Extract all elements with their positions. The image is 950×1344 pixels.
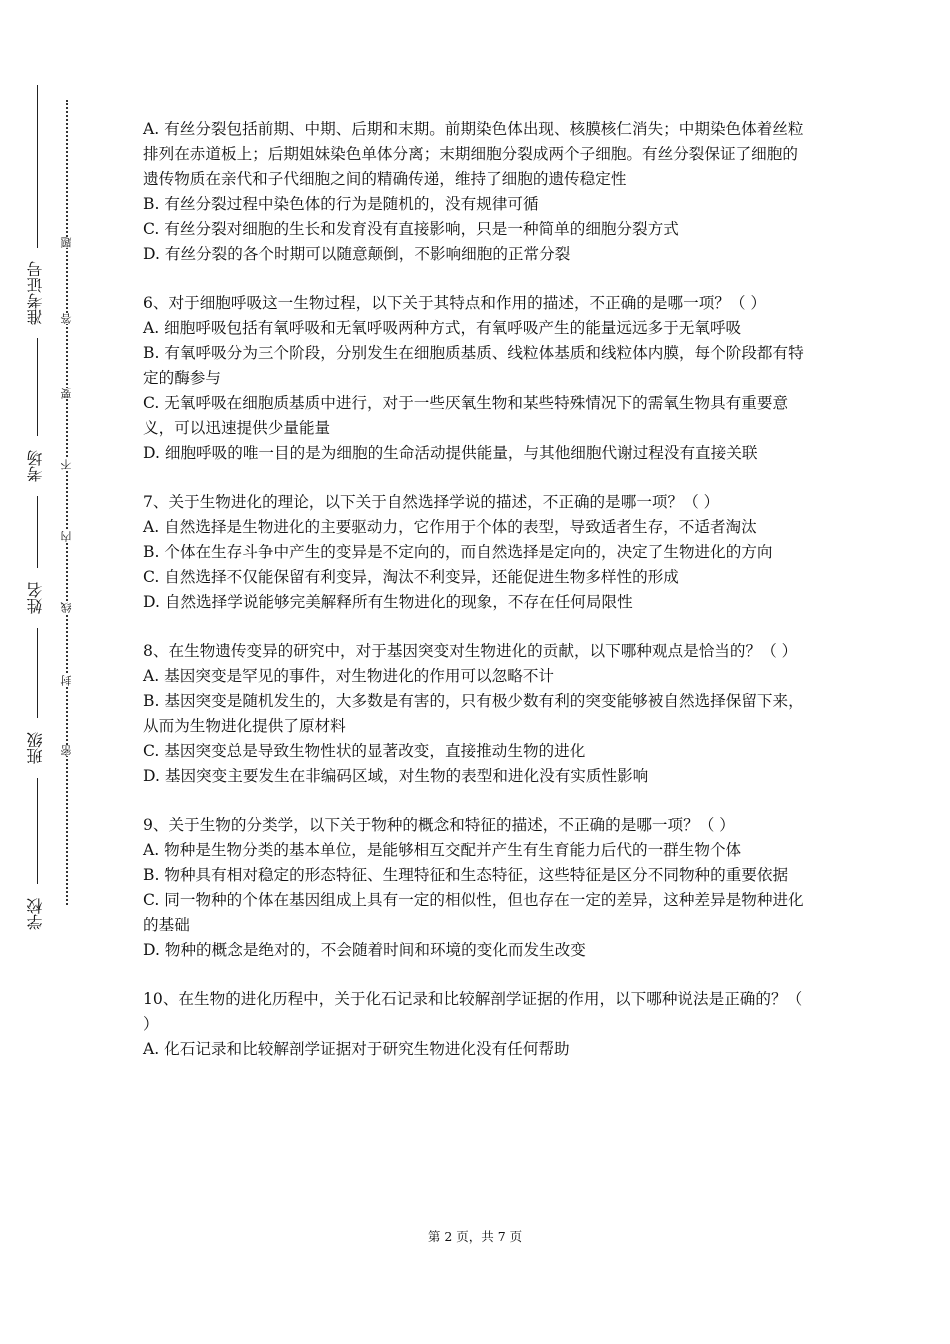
option-a: A. 细胞呼吸包括有氧呼吸和无氧呼吸两种方式，有氧呼吸产生的能量远远多于无氧呼吸 [143, 319, 742, 337]
option-b: B. 有丝分裂过程中染色体的行为是随机的，没有规律可循 [143, 195, 539, 213]
question-stem: 8、在生物遗传变异的研究中，对于基因突变对生物进化的贡献，以下哪种观点是恰当的？（ ） [143, 642, 798, 660]
binding-field-exam-room: 考场 [22, 436, 50, 496]
option-b: B. 有氧呼吸分为三个阶段，分别发生在细胞质基质、线粒体基质和线粒体内膜，每个阶段都有特定的酶参与 [143, 344, 804, 387]
question-8 [143, 639, 811, 789]
option-c: C. 有丝分裂对细胞的生长和发育没有直接影响，只是一种简单的细胞分裂方式 [143, 220, 679, 238]
option-a: A. 基因突变是罕见的事件，对生物进化的作用可以忽略不计 [143, 667, 555, 685]
option-b: B. 物种具有相对稳定的形态特征、生理特征和生态特征，这些特征是区分不同物种的重要依据 [143, 866, 789, 884]
seal-char: 线 [60, 602, 73, 613]
option-a: A. 自然选择是生物进化的主要驱动力，它作用于个体的表型，导致适者生存，不适者淘汰 [143, 518, 757, 536]
binding-field-school: 学校 [22, 884, 50, 944]
seal-char: 要 [60, 388, 73, 399]
question-stem: 9、关于生物的分类学，以下关于物种的概念和特征的描述，不正确的是哪一项？（ ） [143, 816, 735, 834]
question-9 [143, 813, 811, 963]
page-footer: 第 2 页，共 7 页 [427, 1229, 523, 1244]
option-d: D. 基因突变主要发生在非编码区域，对生物的表型和进化没有实质性影响 [143, 767, 649, 785]
option-d: D. 物种的概念是绝对的，不会随着时间和环境的变化而发生改变 [143, 941, 586, 959]
seal-char: 题 [60, 237, 73, 248]
option-b: B. 基因突变是随机发生的，大多数是有害的，只有极少数有利的突变能够被自然选择保留下来，从而为生物进化提供了原材料 [143, 692, 804, 735]
option-c: C. 基因突变总是导致生物性状的显著改变，直接推动生物的进化 [143, 742, 586, 760]
question-6 [143, 291, 811, 466]
question-stem: 7、关于生物进化的理论，以下关于自然选择学说的描述，不正确的是哪一项？（ ） [143, 493, 720, 511]
option-c: C. 自然选择不仅能保留有利变异，淘汰不利变异，还能促进生物多样性的形成 [143, 568, 679, 586]
question-5-continued [143, 117, 811, 267]
binding-margin [0, 0, 110, 1344]
seal-dotted-line [66, 100, 68, 905]
binding-field-name: 姓名 [22, 568, 50, 628]
question-stem: 6、对于细胞呼吸这一生物过程，以下关于其特点和作用的描述，不正确的是哪一项？（ ） [143, 294, 767, 312]
option-d: D. 自然选择学说能够完美解释所有生物进化的现象，不存在任何局限性 [143, 593, 633, 611]
option-d: D. 细胞呼吸的唯一目的是为细胞的生命活动提供能量，与其他细胞代谢过程没有直接关联 [143, 444, 758, 462]
option-a: A. 有丝分裂包括前期、中期、后期和末期。前期染色体出现、核膜核仁消失；中期染色体着丝粒排列在赤道板上；后期姐妹染色单体分离；末期细胞分裂成两个子细胞。有丝分裂保证了细胞的遗传物质在亲代和子代细胞之间的精确传递，维持了细胞的遗传稳定性 [143, 120, 804, 188]
exam-content [143, 117, 811, 1086]
option-a: A. 化石记录和比较解剖学证据对于研究生物进化没有任何帮助 [143, 1040, 570, 1058]
seal-char: 不 [60, 459, 73, 470]
option-c: C. 无氧呼吸在细胞质基质中进行，对于一些厌氧生物和某些特殊情况下的需氧生物具有重要意义，可以迅速提供少量能量 [143, 394, 789, 437]
option-a: A. 物种是生物分类的基本单位，是能够相互交配并产生有生育能力后代的一群生物个体 [143, 841, 742, 859]
option-c: C. 同一物种的个体在基因组成上具有一定的相似性，但也存在一定的差异，这种差异是物种进化的基础 [143, 891, 804, 934]
question-stem: 10、在生物的进化历程中，关于化石记录和比较解剖学证据的作用，以下哪种说法是正确的？（ ） [143, 990, 803, 1033]
seal-char: 密 [60, 745, 73, 756]
binding-field-class: 班级 [22, 718, 50, 778]
option-b: B. 个体在生存斗争中产生的变异是不定向的，而自然选择是定向的，决定了生物进化的方向 [143, 543, 773, 561]
option-d: D. 有丝分裂的各个时期可以随意颠倒，不影响细胞的正常分裂 [143, 245, 571, 263]
binding-field-exam-number: 准考证号 [22, 248, 50, 338]
seal-char: 封 [60, 675, 73, 686]
seal-char: 内 [60, 531, 73, 542]
question-10 [143, 987, 811, 1062]
question-7 [143, 490, 811, 615]
seal-char: 答 [60, 313, 73, 324]
